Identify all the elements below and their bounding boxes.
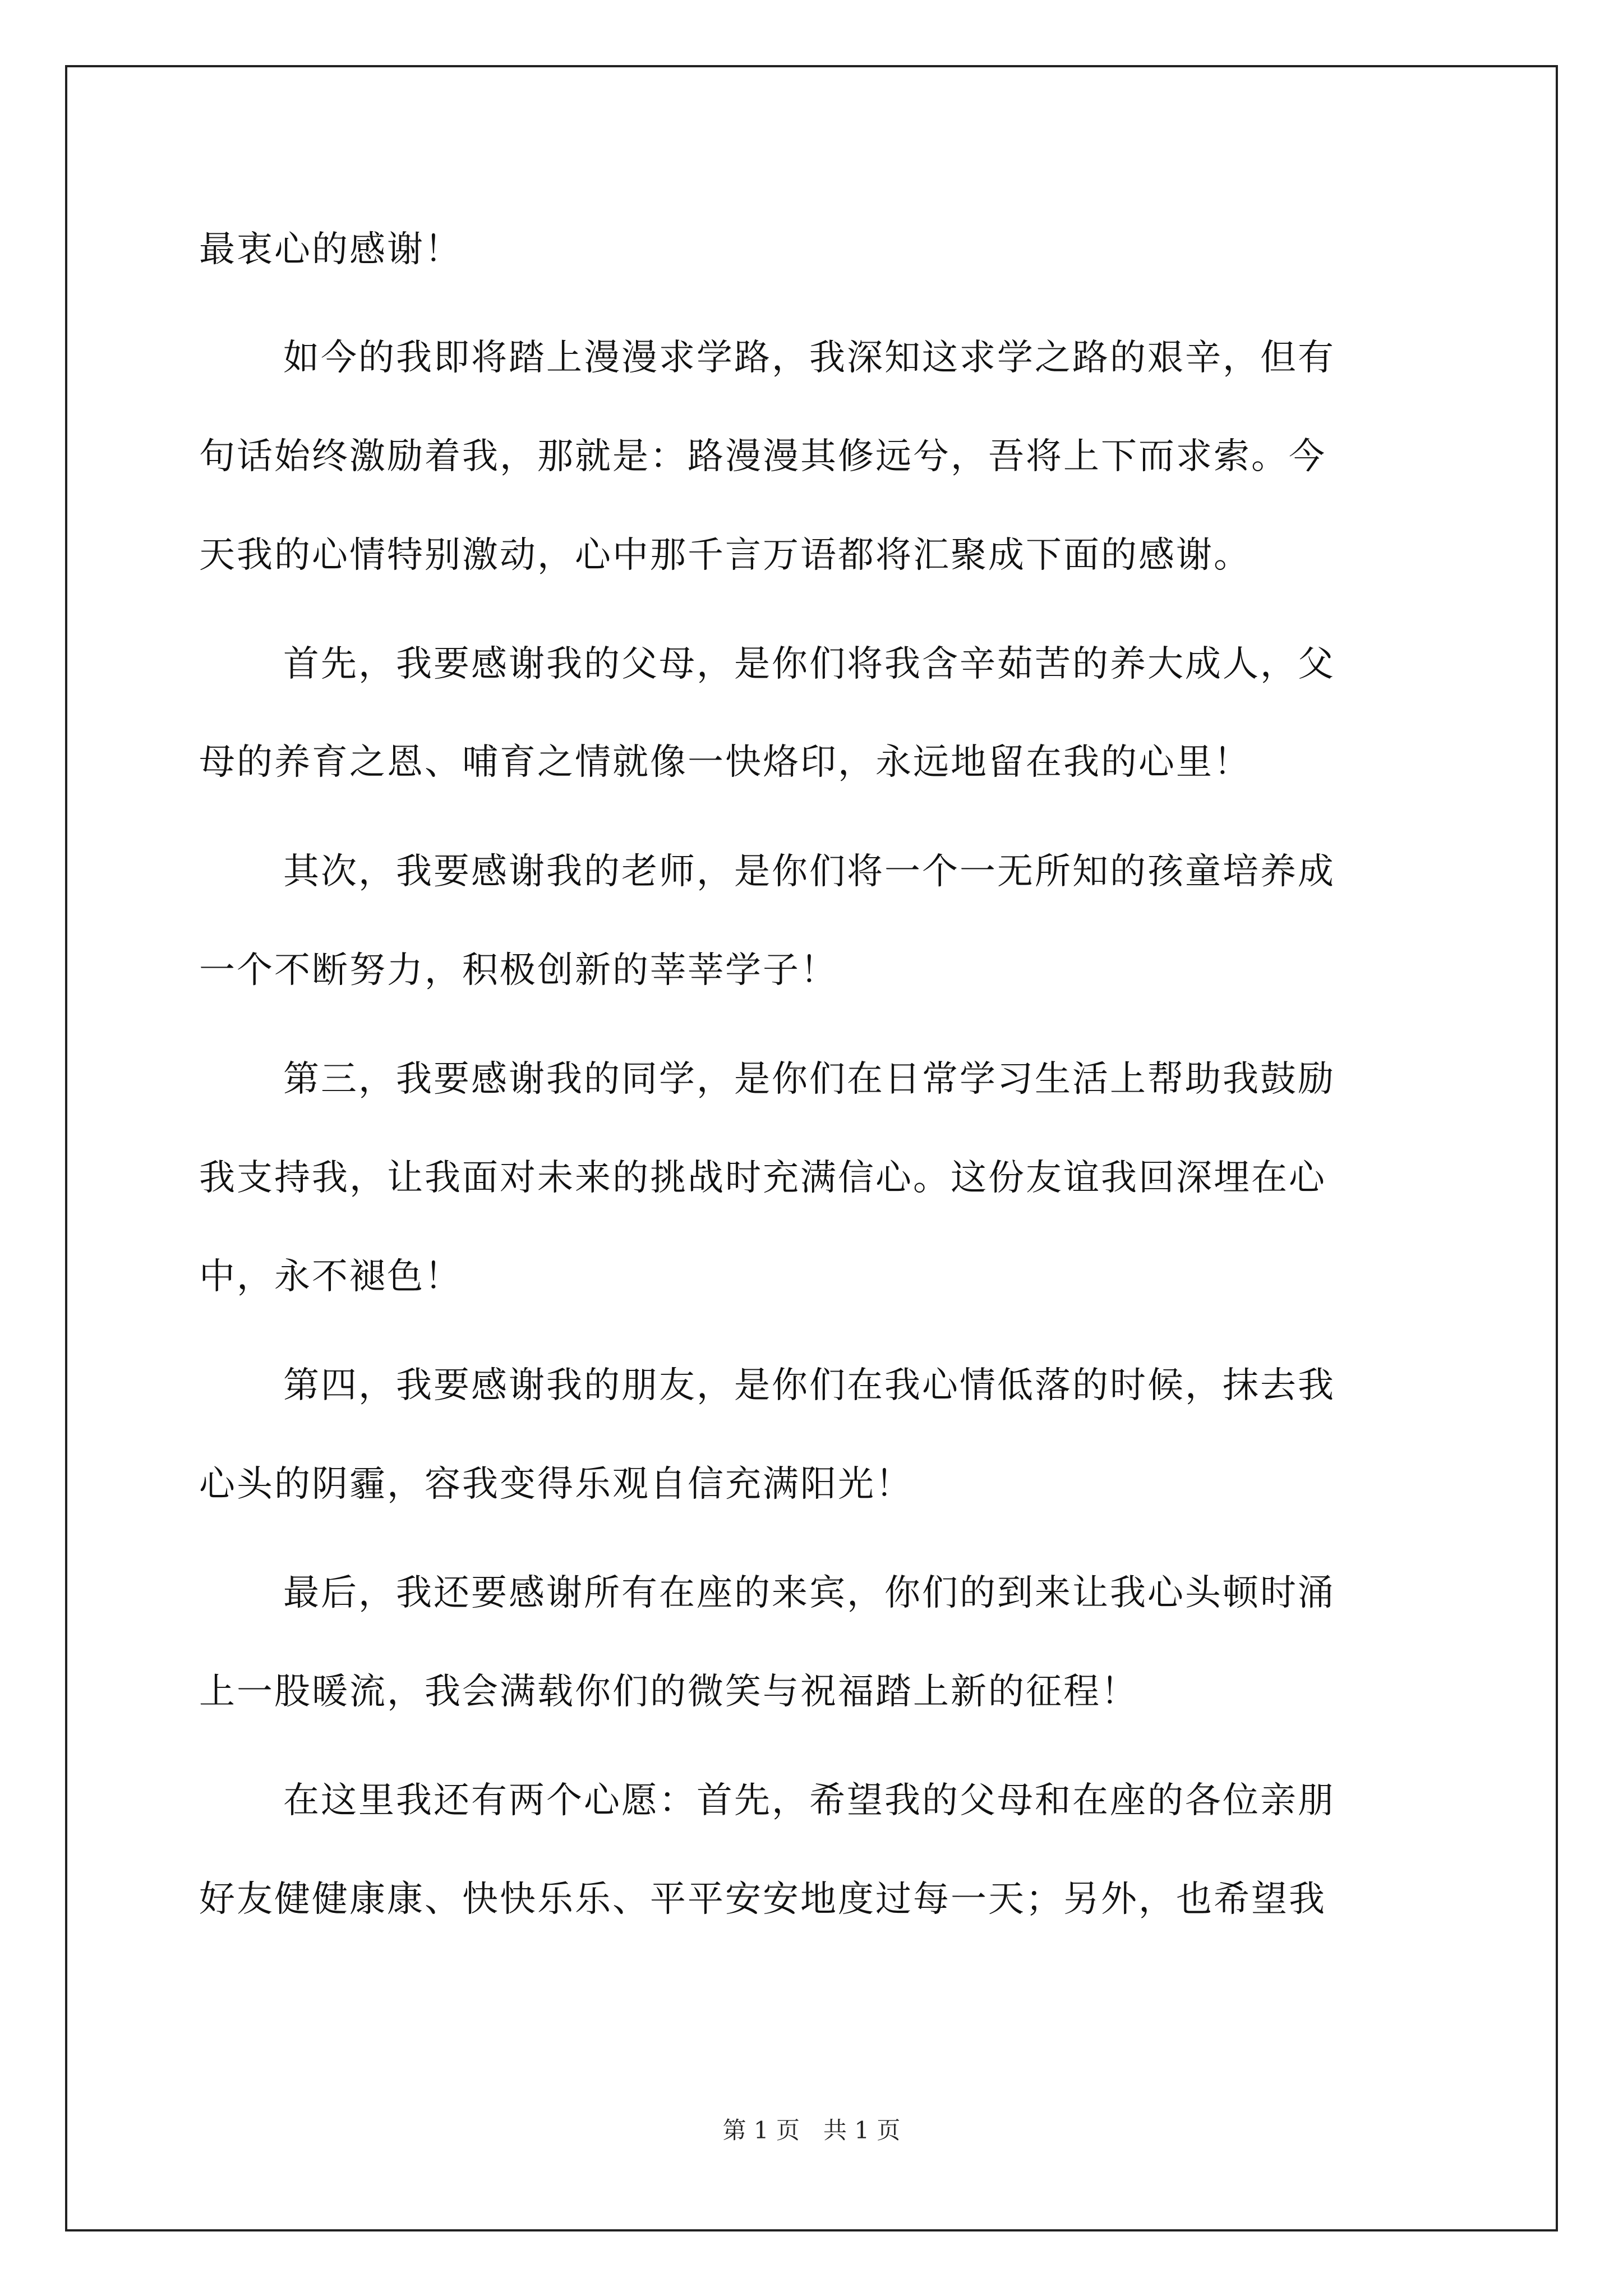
- paragraph-start-line: 最后，我还要感谢所有在座的来宾，你们的到来让我心头顿时涌: [283, 1572, 1335, 1614]
- paragraph-start-line: 如今的我即将踏上漫漫求学路，我深知这求学之路的艰辛，但有: [283, 337, 1335, 379]
- text-line: 好友健健康康、快快乐乐、平平安安地度过每一天；另外，也希望我: [199, 1879, 1326, 1920]
- text-line: 母的养育之恩、哺育之情就像一快烙印，永远地留在我的心里！: [199, 742, 1251, 783]
- text-line: 上一股暖流，我会满载你们的微笑与祝福踏上新的征程！: [199, 1671, 1138, 1713]
- page-number-footer: 第 1 页 共 1 页: [722, 2116, 901, 2144]
- text-line: 我支持我，让我面对未来的挑战时充满信心。这份友谊我回深埋在心: [199, 1157, 1326, 1199]
- paragraph-start-line: 第三，我要感谢我的同学，是你们在日常学习生活上帮助我鼓励: [283, 1059, 1335, 1100]
- text-line: 中，永不褪色！: [199, 1256, 462, 1297]
- paragraph-start-line: 其次，我要感谢我的老师，是你们将一个一无所知的孩童培养成: [283, 851, 1335, 892]
- text-line: 句话始终激励着我，那就是：路漫漫其修远兮，吾将上下而求索。今: [199, 436, 1326, 477]
- paragraph-start-line: 首先，我要感谢我的父母，是你们将我含辛茹苦的养大成人，父: [283, 643, 1335, 685]
- paragraph-start-line: 在这里我还有两个心愿：首先，希望我的父母和在座的各位亲朋: [283, 1780, 1335, 1821]
- text-line: 一个不断努力，积极创新的莘莘学子！: [199, 950, 838, 991]
- paragraph-start-line: 第四，我要感谢我的朋友，是你们在我心情低落的时候，抹去我: [283, 1365, 1335, 1406]
- text-line: 最衷心的感谢！: [199, 229, 462, 270]
- text-line: 心头的阴霾，容我变得乐观自信充满阳光！: [199, 1464, 913, 1505]
- text-line: 天我的心情特别激动，心中那千言万语都将汇聚成下面的感谢。: [199, 535, 1251, 576]
